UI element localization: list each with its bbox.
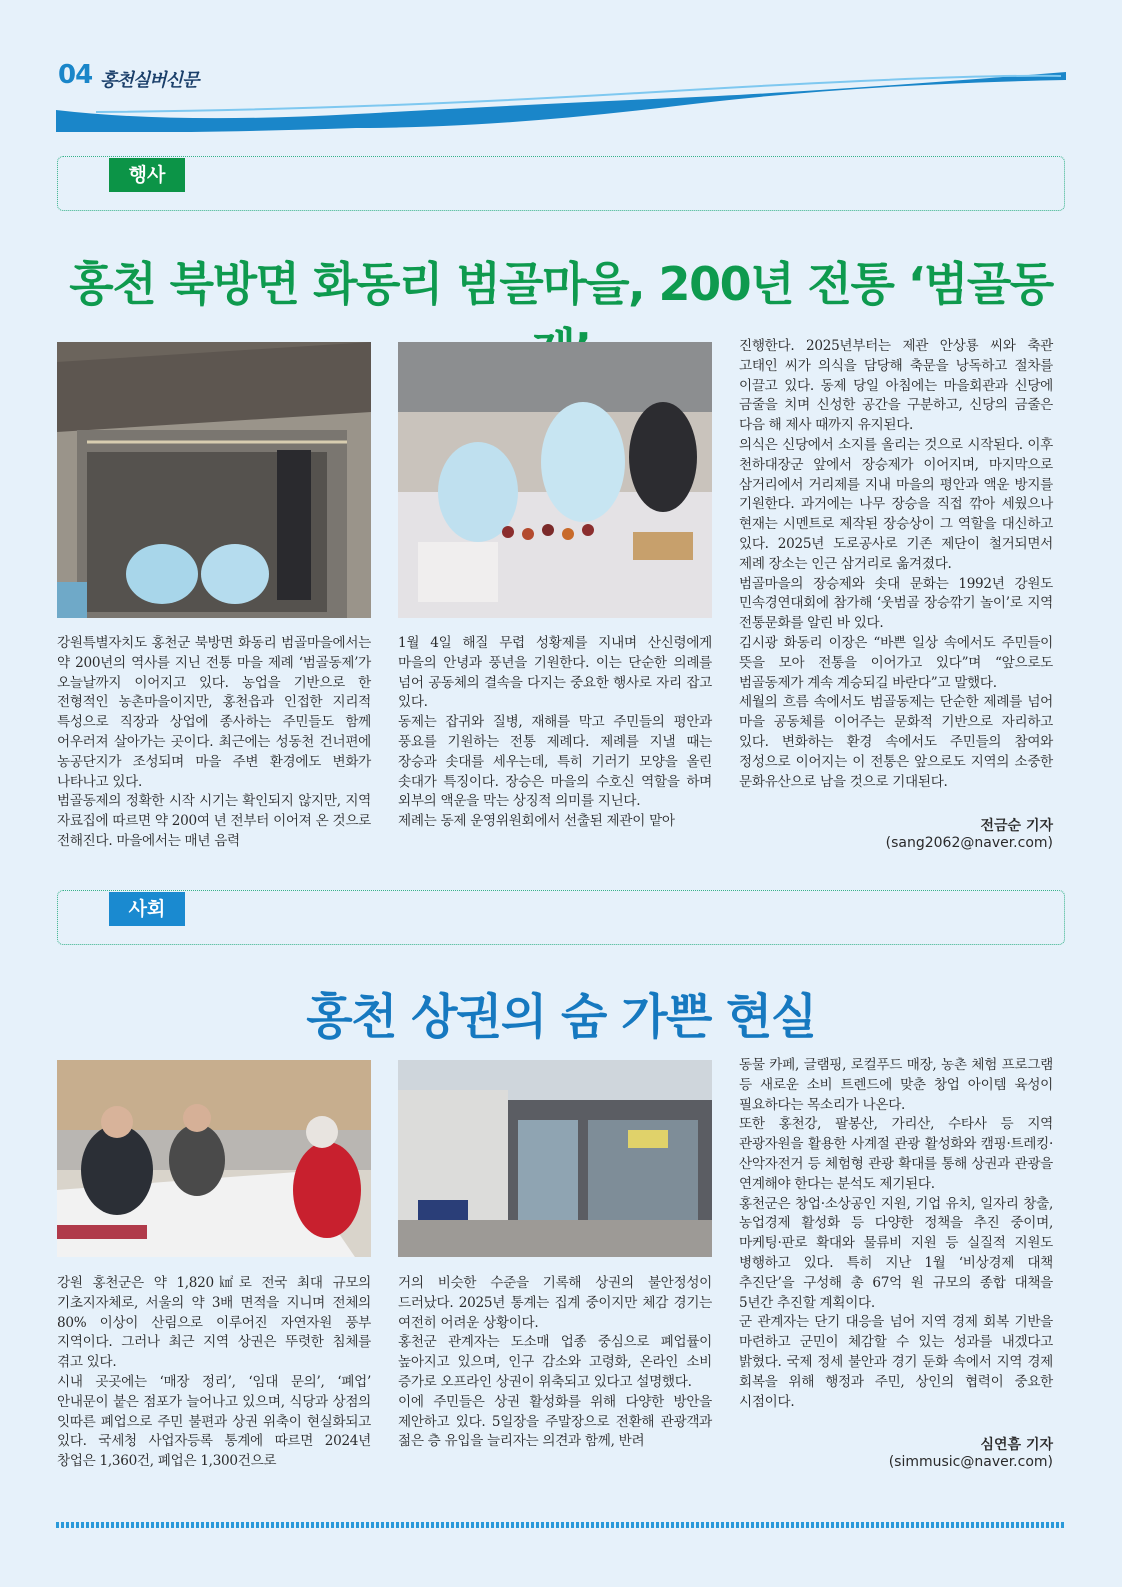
paragraph: 김시광 화동리 이장은 “바쁜 일상 속에서도 주민들이 뜻을 모아 전통을 이어가고 있다”며 “앞으로도 범골동제가 계속 계승되길 바란다”고 말했다. (739, 634, 1053, 691)
paragraph: 1월 4일 해질 무렵 성황제를 지내며 산신령에게 마을의 안녕과 풍년을 기원한다. 이는 단순한 의례를 넘어 공동체의 결속을 다지는 중요한 행사로 자리 잡고 있다. (398, 635, 712, 711)
article1-column-2 (398, 634, 712, 832)
paragraph: 거의 비슷한 수준을 기록해 상권의 불안정성이 드러났다. 2025년 통계는 집계 중이지만 체감 경기는 여전히 어려운 상황이다. (398, 1275, 712, 1331)
paragraph: 의식은 신당에서 소지를 올리는 것으로 시작된다. 이후 천하대장군 앞에서 장승제가 이어지며, 마지막으로 삼거리에서 거리제를 지내 마을의 평안과 액운 방지를 기원한다. 과거에는 나무 장승을 직접 깎아 세웠으나 현재는 시멘트로 제작된 장승상이 그 역할을 대신하고 있다. 2025년 도로공사로 기존 제단이 철거되면서 제례 장소는 인근 삼거리로 옮겨졌다. (739, 436, 1053, 572)
section-tag-event: 행사 (109, 158, 185, 192)
article2-headline: 홍천 상권의 숨 가쁜 현실 (306, 989, 816, 1045)
article2-email: (simmusic@naver.com) (888, 1454, 1053, 1470)
article2-column-3 (739, 1056, 1053, 1412)
paragraph: 시내 곳곳에는 ‘매장 정리’, ‘임대 문의’, ‘폐업’ 안내문이 붙은 점포가 늘어나고 있으며, 식당과 상점의 잇따른 폐업으로 주민 불편과 상권 위축이 현실화되고 있다. 국세청 사업자등록 통계에 따르면 2024년 창업은 1,360건, 폐업은 1,300건으로 (57, 1373, 371, 1470)
footer-dotted-rule (56, 1522, 1066, 1528)
paragraph: 범골동제의 정확한 시작 시기는 확인되지 않지만, 지역 자료집에 따르면 약 200여 년 전부터 이어져 온 것으로 전해진다. 마을에서는 매년 음력 (57, 793, 371, 849)
article1-headline: 홍천 북방면 화동리 범골마을, 200년 전통 ‘범골동 (69, 257, 1053, 311)
article1-column-1 (57, 634, 371, 852)
article1-email: (sang2062@naver.com) (885, 835, 1053, 851)
paragraph: 또한 홍천강, 팔봉산, 가리산, 수타사 등 지역 관광자원을 활용한 사계절 관광 활성화와 캠핑·트레킹·산악자전거 등 체험형 관광 확대를 통해 상권과 관광을 연계해야 한다는 분석도 제기된다. (739, 1116, 1053, 1192)
section-tag-society: 사회 (109, 892, 185, 926)
paragraph: 강원 홍천군은 약 1,820㎢로 전국 최대 규모의 기초지자체로, 서울의 약 3배 면적을 지니며 전체의 80% 이상이 산림으로 이루어진 자연자원 풍부 지역이다. 그러나 최근 지역 상권은 뚜렷한 침체를 겪고 있다. (57, 1275, 371, 1371)
paragraph: 홍천군은 창업·소상공인 지원, 기업 유치, 일자리 창출, 농업경제 활성화 등 다양한 정책을 추진 중이며, 마케팅·판로 확대와 물류비 지원 등 실질적 지원도 병행하고 있다. 특히 지난 1월 ‘비상경제 대책 추진단’을 구성해 총 67억 원 규모의 종합 대책을 5년간 추진할 계획이다. (739, 1195, 1053, 1311)
paragraph: 진행한다. 2025년부터는 제관 안상룡 씨와 축관 고태인 씨가 의식을 담당해 축문을 낭독하고 절차를 이끌고 있다. 동제 당일 아침에는 마을회관과 신당에 금줄을 치며 신성한 공간을 구분하고, 신당의 금줄은 다음 해 제사 때까지 유지된다. (739, 338, 1053, 434)
page-number: 04 (58, 60, 93, 90)
paragraph: 홍천군 관계자는 도소매 업종 중심으로 폐업률이 높아지고 있으며, 인구 감소와 고령화, 온라인 소비 증가로 오프라인 상권이 위축되고 있다고 설명했다. (398, 1334, 712, 1390)
paragraph: 군 관계자는 단기 대응을 넘어 지역 경제 회복 기반을 마련하고 군민이 체감할 수 있는 성과를 내겠다고 밝혔다. 국제 정세 불안과 경기 둔화 속에서 지역 경제 회복을 위해 행정과 주민, 상인의 협력이 중요한 시점이다. (739, 1314, 1053, 1410)
article1-photo-ceremony (398, 342, 712, 618)
article2-column-1 (57, 1274, 371, 1472)
paragraph: 제례는 동제 운영위원회에서 선출된 제관이 맡아 (398, 813, 675, 830)
header-wave-decoration (56, 70, 1066, 132)
article2-photo-meeting (57, 1060, 371, 1257)
paragraph: 동제는 잡귀와 질병, 재해를 막고 주민들의 평안과 풍요를 기원하는 전통 제례다. 제례를 지낼 때는 장승과 솟대를 세우는데, 특히 기러기 모양을 올린 솟대가 특징이다. 장승은 마을의 수호신 역할을 하며 외부의 액운을 막는 상징적 의미를 지닌다. (398, 714, 712, 810)
article2-column-2 (398, 1274, 712, 1452)
article2-byline: 심연흠 기자 (980, 1437, 1053, 1453)
section-bar-society (57, 890, 1065, 945)
article1-column-3 (739, 337, 1053, 792)
article1-byline: 전금순 기자 (980, 818, 1053, 834)
paragraph: 세월의 흐름 속에서도 범골동제는 단순한 제례를 넘어 마을 공동체를 이어주는 문화적 기반으로 자리하고 있다. 변화하는 환경 속에서도 주민들의 참여와 정성으로 이어지는 이 전통은 앞으로도 지역의 소중한 문화유산으로 남을 것으로 기대된다. (739, 694, 1053, 790)
section-bar-event (57, 156, 1065, 211)
paragraph: 이에 주민들은 상권 활성화를 위해 다양한 방안을 제안하고 있다. 5일장을 주말장으로 전환해 관광객과 젊은 층 유입을 늘리자는 의견과 함께, 반려 (398, 1393, 712, 1450)
paragraph: 강원특별자치도 홍천군 북방면 화동리 범골마을에서는 약 200년의 역사를 지닌 전통 마을 제례 ‘범골동제’가 오늘날까지 이어지고 있다. 농업을 기반으로 한 전형적인 농촌마을이지만, 홍천읍과 인접한 지리적 특성으로 직장과 상업에 종사하는 주민들도 함께 어우러져 살아가는 곳이다. 최근에는 성동천 건너편에 농공단지가 조성되며 마을 주변 환경에도 변화가 나타나고 있다. (57, 635, 371, 790)
newspaper-masthead-logo: 홍천실버신문 (100, 70, 199, 91)
article1-photo-shrine (57, 342, 371, 618)
paragraph: 범골마을의 장승제와 솟대 문화는 1992년 강원도 민속경연대회에 참가해 ‘웃범골 장승깎기 놀이’로 지역 전통문화를 알린 바 있다. (739, 575, 1053, 632)
article2-photo-storefront (398, 1060, 712, 1257)
paragraph: 동물 카페, 글램핑, 로컬푸드 매장, 농촌 체험 프로그램 등 새로운 소비 트렌드에 맞춘 창업 아이템 육성이 필요하다는 목소리가 나온다. (739, 1057, 1053, 1113)
